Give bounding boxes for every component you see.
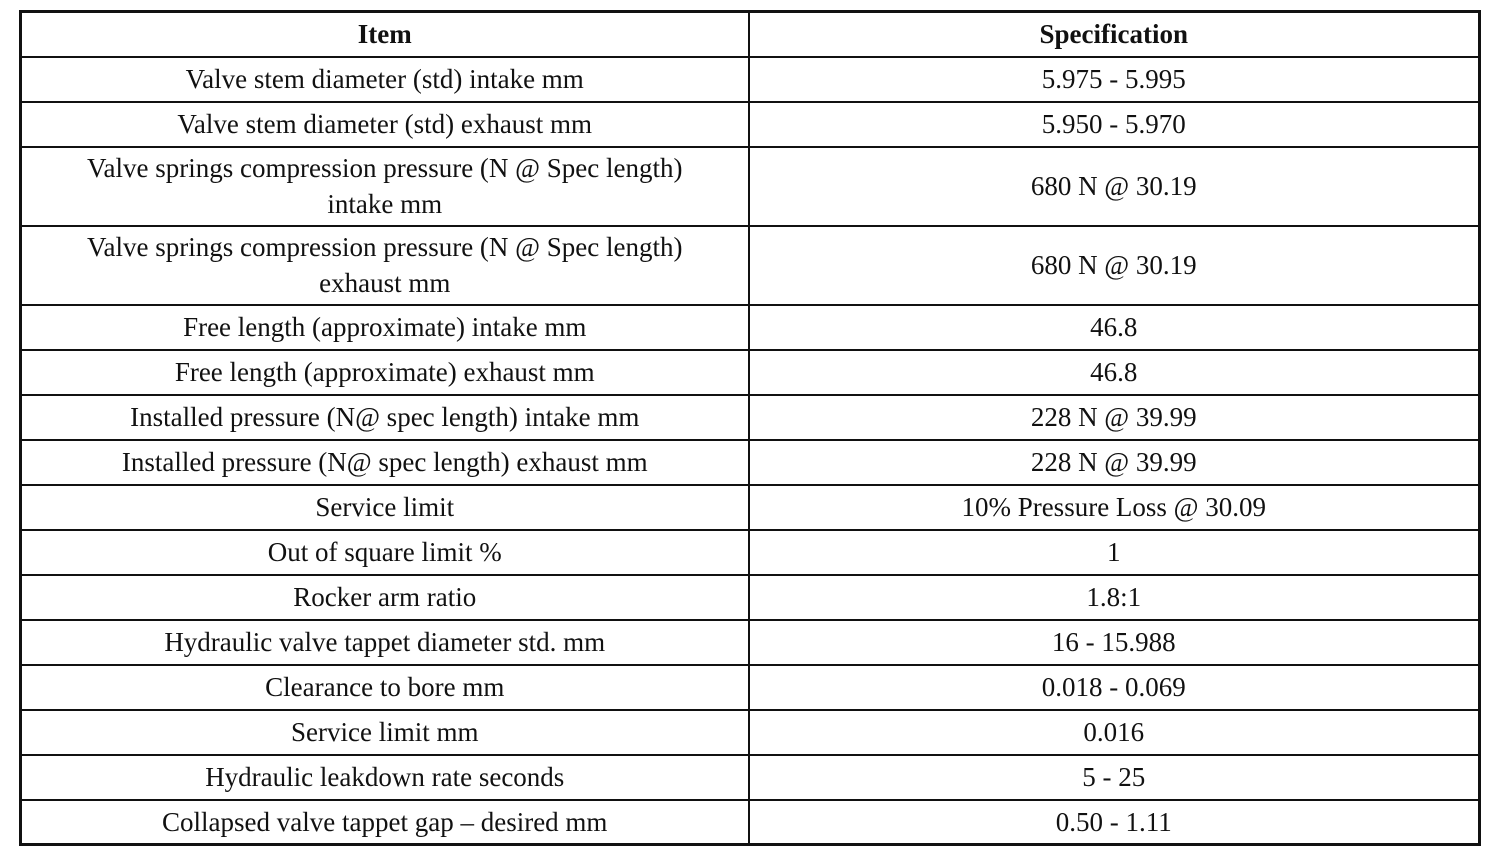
item-cell: Rocker arm ratio [21, 575, 749, 620]
spec-cell: 1 [749, 530, 1480, 575]
table-row [21, 395, 1480, 440]
specification-table [19, 10, 1481, 846]
spec-cell: 5.950 - 5.970 [749, 102, 1480, 147]
table-row [21, 665, 1480, 710]
table-row [21, 102, 1480, 147]
spec-cell: 228 N @ 39.99 [749, 440, 1480, 485]
item-cell: Valve stem diameter (std) exhaust mm [21, 102, 749, 147]
item-cell: Free length (approximate) intake mm [21, 305, 749, 350]
spec-cell: 0.50 - 1.11 [749, 800, 1480, 845]
spec-cell: 680 N @ 30.19 [749, 147, 1480, 226]
table-row [21, 755, 1480, 800]
table-row [21, 350, 1480, 395]
item-cell: Installed pressure (N@ spec length) exhaust mm [21, 440, 749, 485]
item-cell: Service limit [21, 485, 749, 530]
spec-cell: 46.8 [749, 350, 1480, 395]
item-cell: Free length (approximate) exhaust mm [21, 350, 749, 395]
spec-cell: 5 - 25 [749, 755, 1480, 800]
column-header-specification: Specification [749, 12, 1480, 57]
spec-cell: 10% Pressure Loss @ 30.09 [749, 485, 1480, 530]
item-cell: Hydraulic leakdown rate seconds [21, 755, 749, 800]
table-row [21, 710, 1480, 755]
table-row [21, 147, 1480, 226]
item-cell: Service limit mm [21, 710, 749, 755]
item-cell: Clearance to bore mm [21, 665, 749, 710]
table-row [21, 226, 1480, 305]
spec-cell: 5.975 - 5.995 [749, 57, 1480, 102]
table-row [21, 440, 1480, 485]
spec-cell: 1.8:1 [749, 575, 1480, 620]
table-row [21, 305, 1480, 350]
spec-cell: 46.8 [749, 305, 1480, 350]
column-header-item: Item [21, 12, 749, 57]
item-cell: Installed pressure (N@ spec length) intake mm [21, 395, 749, 440]
table-row [21, 57, 1480, 102]
item-cell: Valve stem diameter (std) intake mm [21, 57, 749, 102]
spec-cell: 0.018 - 0.069 [749, 665, 1480, 710]
item-cell: Collapsed valve tappet gap – desired mm [21, 800, 749, 845]
table-row [21, 620, 1480, 665]
table-row [21, 530, 1480, 575]
item-cell: Hydraulic valve tappet diameter std. mm [21, 620, 749, 665]
spec-cell: 228 N @ 39.99 [749, 395, 1480, 440]
spec-cell: 0.016 [749, 710, 1480, 755]
item-cell: Valve springs compression pressure (N @ Spec length) exhaust mm [21, 226, 749, 305]
table-row [21, 485, 1480, 530]
item-cell: Out of square limit % [21, 530, 749, 575]
table-row [21, 800, 1480, 845]
item-cell: Valve springs compression pressure (N @ Spec length) intake mm [21, 147, 749, 226]
spec-cell: 680 N @ 30.19 [749, 226, 1480, 305]
table-row [21, 575, 1480, 620]
header-row [21, 12, 1480, 57]
spec-cell: 16 - 15.988 [749, 620, 1480, 665]
